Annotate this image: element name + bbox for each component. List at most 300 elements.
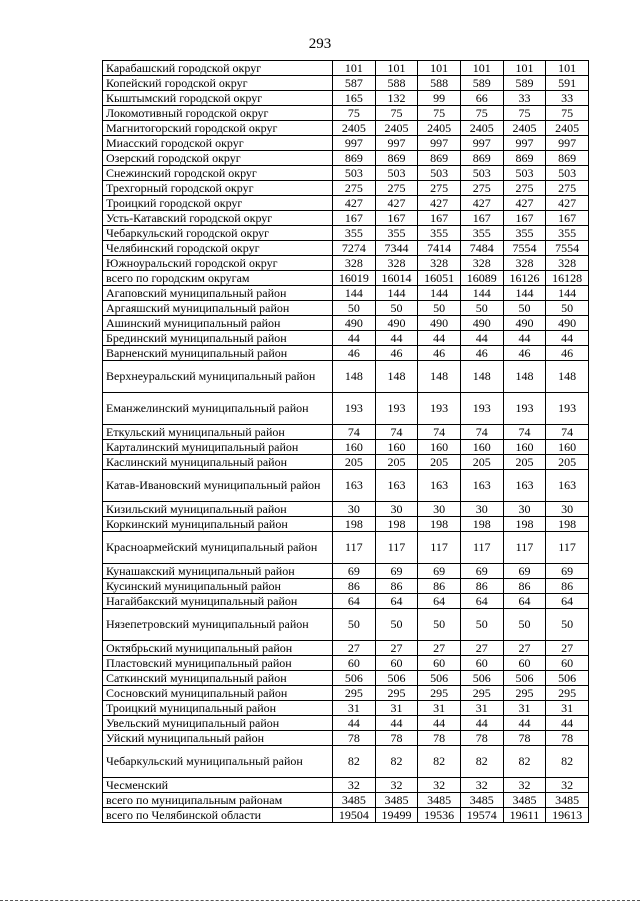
row-value: 295 [546, 686, 589, 701]
row-value: 86 [418, 579, 461, 594]
row-value: 75 [503, 106, 546, 121]
row-value: 589 [460, 76, 503, 91]
row-label: Миасский городской округ [103, 136, 333, 151]
table-row [103, 316, 589, 331]
row-value: 50 [418, 609, 461, 641]
row-value: 46 [375, 346, 418, 361]
row-value: 589 [503, 76, 546, 91]
row-value: 16128 [546, 271, 589, 286]
row-value: 295 [418, 686, 461, 701]
row-value: 44 [503, 331, 546, 346]
row-label: Чесменский [103, 778, 333, 793]
table-row [103, 361, 589, 393]
table-row [103, 425, 589, 440]
row-value: 31 [503, 701, 546, 716]
row-value: 506 [460, 671, 503, 686]
table-row [103, 181, 589, 196]
row-value: 19504 [332, 808, 375, 823]
row-value: 7344 [375, 241, 418, 256]
row-value: 7274 [332, 241, 375, 256]
row-label: всего по городским округам [103, 271, 333, 286]
row-value: 74 [546, 425, 589, 440]
row-value: 193 [460, 393, 503, 425]
row-value: 44 [546, 716, 589, 731]
row-value: 101 [418, 61, 461, 76]
row-value: 148 [503, 361, 546, 393]
row-value: 50 [503, 609, 546, 641]
row-value: 50 [546, 609, 589, 641]
row-value: 44 [460, 331, 503, 346]
row-value: 64 [332, 594, 375, 609]
row-value: 64 [418, 594, 461, 609]
table-row [103, 808, 589, 823]
row-value: 44 [503, 716, 546, 731]
table-row [103, 594, 589, 609]
table-row [103, 241, 589, 256]
row-value: 16126 [503, 271, 546, 286]
row-value: 163 [375, 470, 418, 502]
row-value: 160 [503, 440, 546, 455]
table-row [103, 671, 589, 686]
row-value: 16051 [418, 271, 461, 286]
row-value: 117 [332, 532, 375, 564]
row-value: 997 [503, 136, 546, 151]
row-value: 117 [460, 532, 503, 564]
row-value: 64 [503, 594, 546, 609]
row-value: 31 [546, 701, 589, 716]
row-value: 205 [418, 455, 461, 470]
row-value: 198 [503, 517, 546, 532]
row-value: 275 [460, 181, 503, 196]
row-value: 82 [418, 746, 461, 778]
row-value: 167 [460, 211, 503, 226]
data-table [102, 60, 589, 823]
table-row [103, 701, 589, 716]
row-value: 101 [460, 61, 503, 76]
table-row [103, 393, 589, 425]
row-value: 193 [503, 393, 546, 425]
row-value: 2405 [546, 121, 589, 136]
row-value: 78 [418, 731, 461, 746]
row-label: Трехгорный городской округ [103, 181, 333, 196]
row-value: 2405 [332, 121, 375, 136]
row-value: 328 [332, 256, 375, 271]
row-value: 30 [375, 502, 418, 517]
row-value: 193 [375, 393, 418, 425]
row-label: всего по Челябинской области [103, 808, 333, 823]
bottom-rule [0, 900, 640, 901]
row-value: 2405 [375, 121, 418, 136]
row-value: 31 [375, 701, 418, 716]
row-value: 101 [375, 61, 418, 76]
row-label: Локомотивный городской округ [103, 106, 333, 121]
row-label: Снежинский городской округ [103, 166, 333, 181]
row-label: Саткинский муниципальный район [103, 671, 333, 686]
row-value: 117 [375, 532, 418, 564]
row-value: 160 [418, 440, 461, 455]
row-value: 50 [332, 301, 375, 316]
row-value: 163 [418, 470, 461, 502]
row-value: 44 [332, 716, 375, 731]
row-value: 591 [546, 76, 589, 91]
row-label: Агаповский муниципальный район [103, 286, 333, 301]
row-value: 503 [546, 166, 589, 181]
table-row [103, 564, 589, 579]
row-value: 31 [460, 701, 503, 716]
row-label: Ашинский муниципальный район [103, 316, 333, 331]
row-value: 46 [460, 346, 503, 361]
row-value: 33 [503, 91, 546, 106]
table-row [103, 440, 589, 455]
row-value: 50 [375, 301, 418, 316]
row-label: Октябрьский муниципальный район [103, 641, 333, 656]
table-row [103, 656, 589, 671]
row-value: 69 [546, 564, 589, 579]
row-value: 205 [332, 455, 375, 470]
row-value: 588 [375, 76, 418, 91]
row-value: 165 [332, 91, 375, 106]
row-value: 869 [418, 151, 461, 166]
row-value: 427 [332, 196, 375, 211]
row-value: 86 [332, 579, 375, 594]
row-value: 997 [332, 136, 375, 151]
row-label: Челябинский городской округ [103, 241, 333, 256]
row-label: Копейский городской округ [103, 76, 333, 91]
row-value: 869 [375, 151, 418, 166]
row-value: 503 [332, 166, 375, 181]
row-value: 69 [332, 564, 375, 579]
row-value: 490 [503, 316, 546, 331]
row-value: 490 [332, 316, 375, 331]
row-value: 82 [332, 746, 375, 778]
row-value: 160 [546, 440, 589, 455]
row-value: 50 [546, 301, 589, 316]
row-value: 427 [503, 196, 546, 211]
row-value: 7484 [460, 241, 503, 256]
row-value: 44 [418, 331, 461, 346]
row-value: 46 [546, 346, 589, 361]
row-value: 50 [375, 609, 418, 641]
row-value: 490 [546, 316, 589, 331]
row-label: Красноармейский муниципальный район [103, 532, 333, 564]
row-value: 328 [546, 256, 589, 271]
row-value: 82 [503, 746, 546, 778]
row-value: 328 [375, 256, 418, 271]
row-label: всего по муниципальным районам [103, 793, 333, 808]
row-value: 46 [418, 346, 461, 361]
table-row [103, 455, 589, 470]
row-value: 144 [546, 286, 589, 301]
row-label: Пластовский муниципальный район [103, 656, 333, 671]
row-label: Еманжелинский муниципальный район [103, 393, 333, 425]
row-value: 19536 [418, 808, 461, 823]
row-value: 7414 [418, 241, 461, 256]
row-value: 3485 [332, 793, 375, 808]
row-value: 32 [375, 778, 418, 793]
row-value: 32 [332, 778, 375, 793]
row-value: 60 [418, 656, 461, 671]
table-row [103, 121, 589, 136]
row-value: 69 [418, 564, 461, 579]
row-value: 427 [375, 196, 418, 211]
row-value: 75 [460, 106, 503, 121]
table-row [103, 532, 589, 564]
row-value: 355 [375, 226, 418, 241]
table-row [103, 502, 589, 517]
row-value: 144 [332, 286, 375, 301]
row-value: 193 [332, 393, 375, 425]
row-value: 75 [375, 106, 418, 121]
row-value: 27 [375, 641, 418, 656]
row-value: 74 [418, 425, 461, 440]
row-value: 64 [460, 594, 503, 609]
row-value: 82 [460, 746, 503, 778]
row-value: 193 [546, 393, 589, 425]
table-row [103, 746, 589, 778]
row-value: 144 [418, 286, 461, 301]
row-value: 328 [460, 256, 503, 271]
row-value: 148 [460, 361, 503, 393]
row-value: 205 [546, 455, 589, 470]
table-row [103, 256, 589, 271]
row-value: 27 [418, 641, 461, 656]
row-value: 74 [332, 425, 375, 440]
row-label: Нязепетровский муниципальный район [103, 609, 333, 641]
row-value: 27 [503, 641, 546, 656]
row-value: 60 [460, 656, 503, 671]
row-value: 66 [460, 91, 503, 106]
table-row [103, 106, 589, 121]
row-value: 355 [418, 226, 461, 241]
row-value: 427 [546, 196, 589, 211]
row-value: 275 [546, 181, 589, 196]
row-value: 997 [546, 136, 589, 151]
row-value: 31 [332, 701, 375, 716]
row-value: 101 [503, 61, 546, 76]
row-value: 50 [503, 301, 546, 316]
row-value: 101 [332, 61, 375, 76]
row-value: 75 [546, 106, 589, 121]
row-value: 163 [503, 470, 546, 502]
row-value: 144 [503, 286, 546, 301]
row-value: 132 [375, 91, 418, 106]
row-value: 19499 [375, 808, 418, 823]
table-row [103, 641, 589, 656]
row-value: 163 [546, 470, 589, 502]
row-value: 16014 [375, 271, 418, 286]
row-value: 167 [503, 211, 546, 226]
row-value: 997 [375, 136, 418, 151]
row-value: 2405 [418, 121, 461, 136]
row-value: 205 [503, 455, 546, 470]
row-value: 275 [332, 181, 375, 196]
row-value: 869 [546, 151, 589, 166]
row-value: 355 [546, 226, 589, 241]
row-value: 46 [503, 346, 546, 361]
row-value: 205 [375, 455, 418, 470]
row-value: 99 [418, 91, 461, 106]
row-value: 19574 [460, 808, 503, 823]
row-value: 32 [546, 778, 589, 793]
row-label: Южноуральский городской округ [103, 256, 333, 271]
row-value: 167 [418, 211, 461, 226]
row-value: 427 [460, 196, 503, 211]
row-value: 3485 [503, 793, 546, 808]
row-value: 60 [546, 656, 589, 671]
row-value: 506 [418, 671, 461, 686]
row-value: 275 [503, 181, 546, 196]
row-value: 44 [332, 331, 375, 346]
row-value: 78 [503, 731, 546, 746]
row-value: 44 [460, 716, 503, 731]
table-row [103, 517, 589, 532]
row-label: Нагайбакский муниципальный район [103, 594, 333, 609]
row-label: Кыштымский городской округ [103, 91, 333, 106]
table-row [103, 286, 589, 301]
row-value: 490 [375, 316, 418, 331]
row-value: 506 [546, 671, 589, 686]
row-label: Усть-Катавский городской округ [103, 211, 333, 226]
row-label: Уйский муниципальный район [103, 731, 333, 746]
table-row [103, 211, 589, 226]
table-row [103, 716, 589, 731]
row-label: Озерский городской округ [103, 151, 333, 166]
row-label: Кизильский муниципальный район [103, 502, 333, 517]
row-value: 32 [460, 778, 503, 793]
row-value: 295 [503, 686, 546, 701]
row-value: 490 [418, 316, 461, 331]
row-label: Каслинский муниципальный район [103, 455, 333, 470]
row-value: 2405 [460, 121, 503, 136]
row-label: Чебаркульский муниципальный район [103, 746, 333, 778]
row-value: 198 [418, 517, 461, 532]
row-value: 78 [546, 731, 589, 746]
row-value: 50 [332, 609, 375, 641]
table-body [103, 61, 589, 823]
row-value: 198 [375, 517, 418, 532]
row-value: 588 [418, 76, 461, 91]
row-value: 44 [546, 331, 589, 346]
row-value: 74 [460, 425, 503, 440]
table-row [103, 91, 589, 106]
row-value: 44 [418, 716, 461, 731]
row-label: Чебаркульский городской округ [103, 226, 333, 241]
row-value: 587 [332, 76, 375, 91]
row-label: Троицкий городской округ [103, 196, 333, 211]
row-label: Сосновский муниципальный район [103, 686, 333, 701]
table-row [103, 151, 589, 166]
page-number: 293 [308, 36, 332, 52]
row-value: 75 [418, 106, 461, 121]
table-row [103, 166, 589, 181]
row-value: 32 [503, 778, 546, 793]
row-value: 117 [546, 532, 589, 564]
row-value: 148 [418, 361, 461, 393]
table-row [103, 301, 589, 316]
row-label: Увельский муниципальный район [103, 716, 333, 731]
row-value: 144 [460, 286, 503, 301]
row-value: 78 [332, 731, 375, 746]
row-value: 30 [546, 502, 589, 517]
row-value: 27 [546, 641, 589, 656]
row-label: Катав-Ивановский муниципальный район [103, 470, 333, 502]
row-value: 503 [418, 166, 461, 181]
row-label: Аргаяшский муниципальный район [103, 301, 333, 316]
row-value: 198 [460, 517, 503, 532]
row-value: 50 [460, 301, 503, 316]
row-value: 167 [546, 211, 589, 226]
row-value: 997 [460, 136, 503, 151]
row-value: 46 [332, 346, 375, 361]
row-value: 33 [546, 91, 589, 106]
row-value: 167 [332, 211, 375, 226]
row-value: 2405 [503, 121, 546, 136]
table-row [103, 346, 589, 361]
row-value: 30 [460, 502, 503, 517]
row-value: 295 [332, 686, 375, 701]
row-value: 19611 [503, 808, 546, 823]
row-value: 148 [332, 361, 375, 393]
row-value: 869 [503, 151, 546, 166]
row-value: 7554 [503, 241, 546, 256]
row-value: 160 [375, 440, 418, 455]
row-value: 7554 [546, 241, 589, 256]
row-label: Верхнеуральский муниципальный район [103, 361, 333, 393]
row-value: 328 [503, 256, 546, 271]
row-label: Карабашский городской округ [103, 61, 333, 76]
row-value: 82 [546, 746, 589, 778]
row-value: 355 [332, 226, 375, 241]
row-value: 163 [332, 470, 375, 502]
table-row [103, 579, 589, 594]
row-value: 69 [503, 564, 546, 579]
row-value: 44 [375, 716, 418, 731]
row-value: 997 [418, 136, 461, 151]
table-row [103, 271, 589, 286]
row-value: 32 [418, 778, 461, 793]
row-value: 50 [460, 609, 503, 641]
row-value: 3485 [375, 793, 418, 808]
table-row [103, 470, 589, 502]
row-value: 295 [375, 686, 418, 701]
table-row [103, 196, 589, 211]
row-value: 117 [503, 532, 546, 564]
row-label: Варненский муниципальный район [103, 346, 333, 361]
row-value: 64 [375, 594, 418, 609]
row-value: 295 [460, 686, 503, 701]
row-value: 27 [460, 641, 503, 656]
row-value: 19613 [546, 808, 589, 823]
row-value: 490 [460, 316, 503, 331]
row-value: 30 [503, 502, 546, 517]
row-value: 506 [332, 671, 375, 686]
row-value: 205 [460, 455, 503, 470]
row-value: 60 [375, 656, 418, 671]
row-value: 64 [546, 594, 589, 609]
table-row [103, 331, 589, 346]
row-value: 16019 [332, 271, 375, 286]
row-label: Кунашакский муниципальный район [103, 564, 333, 579]
row-value: 869 [332, 151, 375, 166]
row-value: 30 [332, 502, 375, 517]
row-value: 160 [460, 440, 503, 455]
table-row [103, 686, 589, 701]
row-value: 503 [460, 166, 503, 181]
row-value: 27 [332, 641, 375, 656]
row-value: 69 [375, 564, 418, 579]
table-row [103, 76, 589, 91]
row-value: 167 [375, 211, 418, 226]
